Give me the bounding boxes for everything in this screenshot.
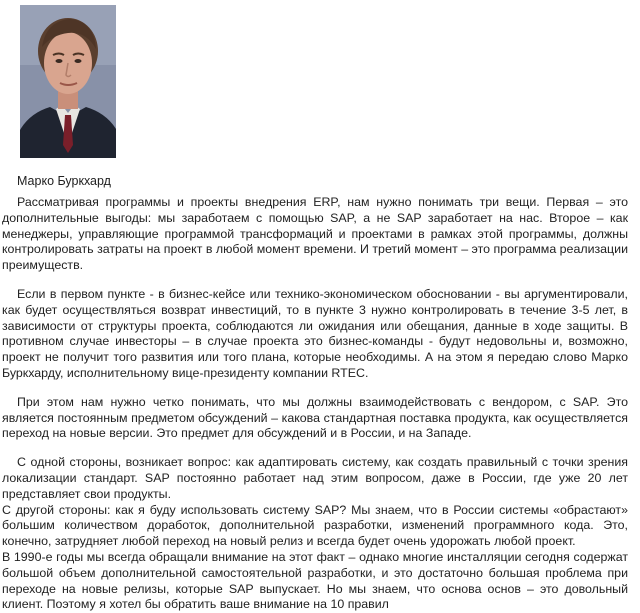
paragraph-3: При этом нам нужно четко понимать, что мы должны взаимодействовать с вендором, с SAP. Это является постоянным предметом обсуждений – какова стандартная поставка продукта, как осуществляется переход на новые версии. Это предмет для обсуждений и в России, и на Западе.	[2, 394, 628, 441]
author-caption: Марко Буркхард	[17, 174, 111, 188]
paragraph-1: Рассматривая программы и проекты внедрения ERP, нам нужно понимать три вещи. Первая – это дополнительные выгоды: мы заработаем с помощью SAP, а не SAP заработает на нас. Второе – как менеджеры, управляющие программой трансформаций и проектами в рамках этой программы, должны контролировать затраты на проект в любой момент времени. И третий момент – это программа реализации преимуществ.	[2, 195, 628, 273]
paragraph-2: Если в первом пункте - в бизнес-кейсе или технико-экономическом обосновании - вы аргументировали, как будет осуществляться возврат инвестиций, то в пункте 3 нужно контролировать в течение 3-5 лет, в зависимости от структуры проекта, соблюдаются ли ожидания или обещания, данные в ходе защиты. В противном случае инвесторы – в случае проекта это бизнес-команды - будут недовольны и, возможно, проект не получит того развития или того плана, которые необходимы. А на этом я передаю слово Марко Буркхарду, исполнительному вице-президенту компании RTEC.	[2, 286, 628, 380]
portrait-image	[20, 5, 116, 158]
article-body	[2, 195, 628, 613]
paragraph-5: С другой стороны: как я буду использовать систему SAP? Мы знаем, что в России системы «обрастают» большим количеством доработок, дополнительной разработки, изменений программного кода. Это, конечно, затрудняет любой переход на новый релиз и всегда будет очень удорожать любой проект.	[2, 502, 628, 549]
author-photo	[20, 5, 116, 158]
paragraph-4: С одной стороны, возникает вопрос: как адаптировать систему, как создать правильный с точки зрения локализации стандарт. SAP постоянно работает над этим вопросом, даже в России, где уже 20 лет представляет свои продукты.	[2, 455, 628, 501]
paragraph-6: В 1990-е годы мы всегда обращали внимание на этот факт – однако многие инсталляции сегодня содержат большой объем дополнительной самостоятельной разработки, и это достаточно большая проблема при переходе на новые релизы, которые SAP выпускает. Но мы знаем, что основа основ – это довольный клиент. Поэтому я хотел бы обратить ваше внимание на 10 правил	[2, 549, 628, 612]
